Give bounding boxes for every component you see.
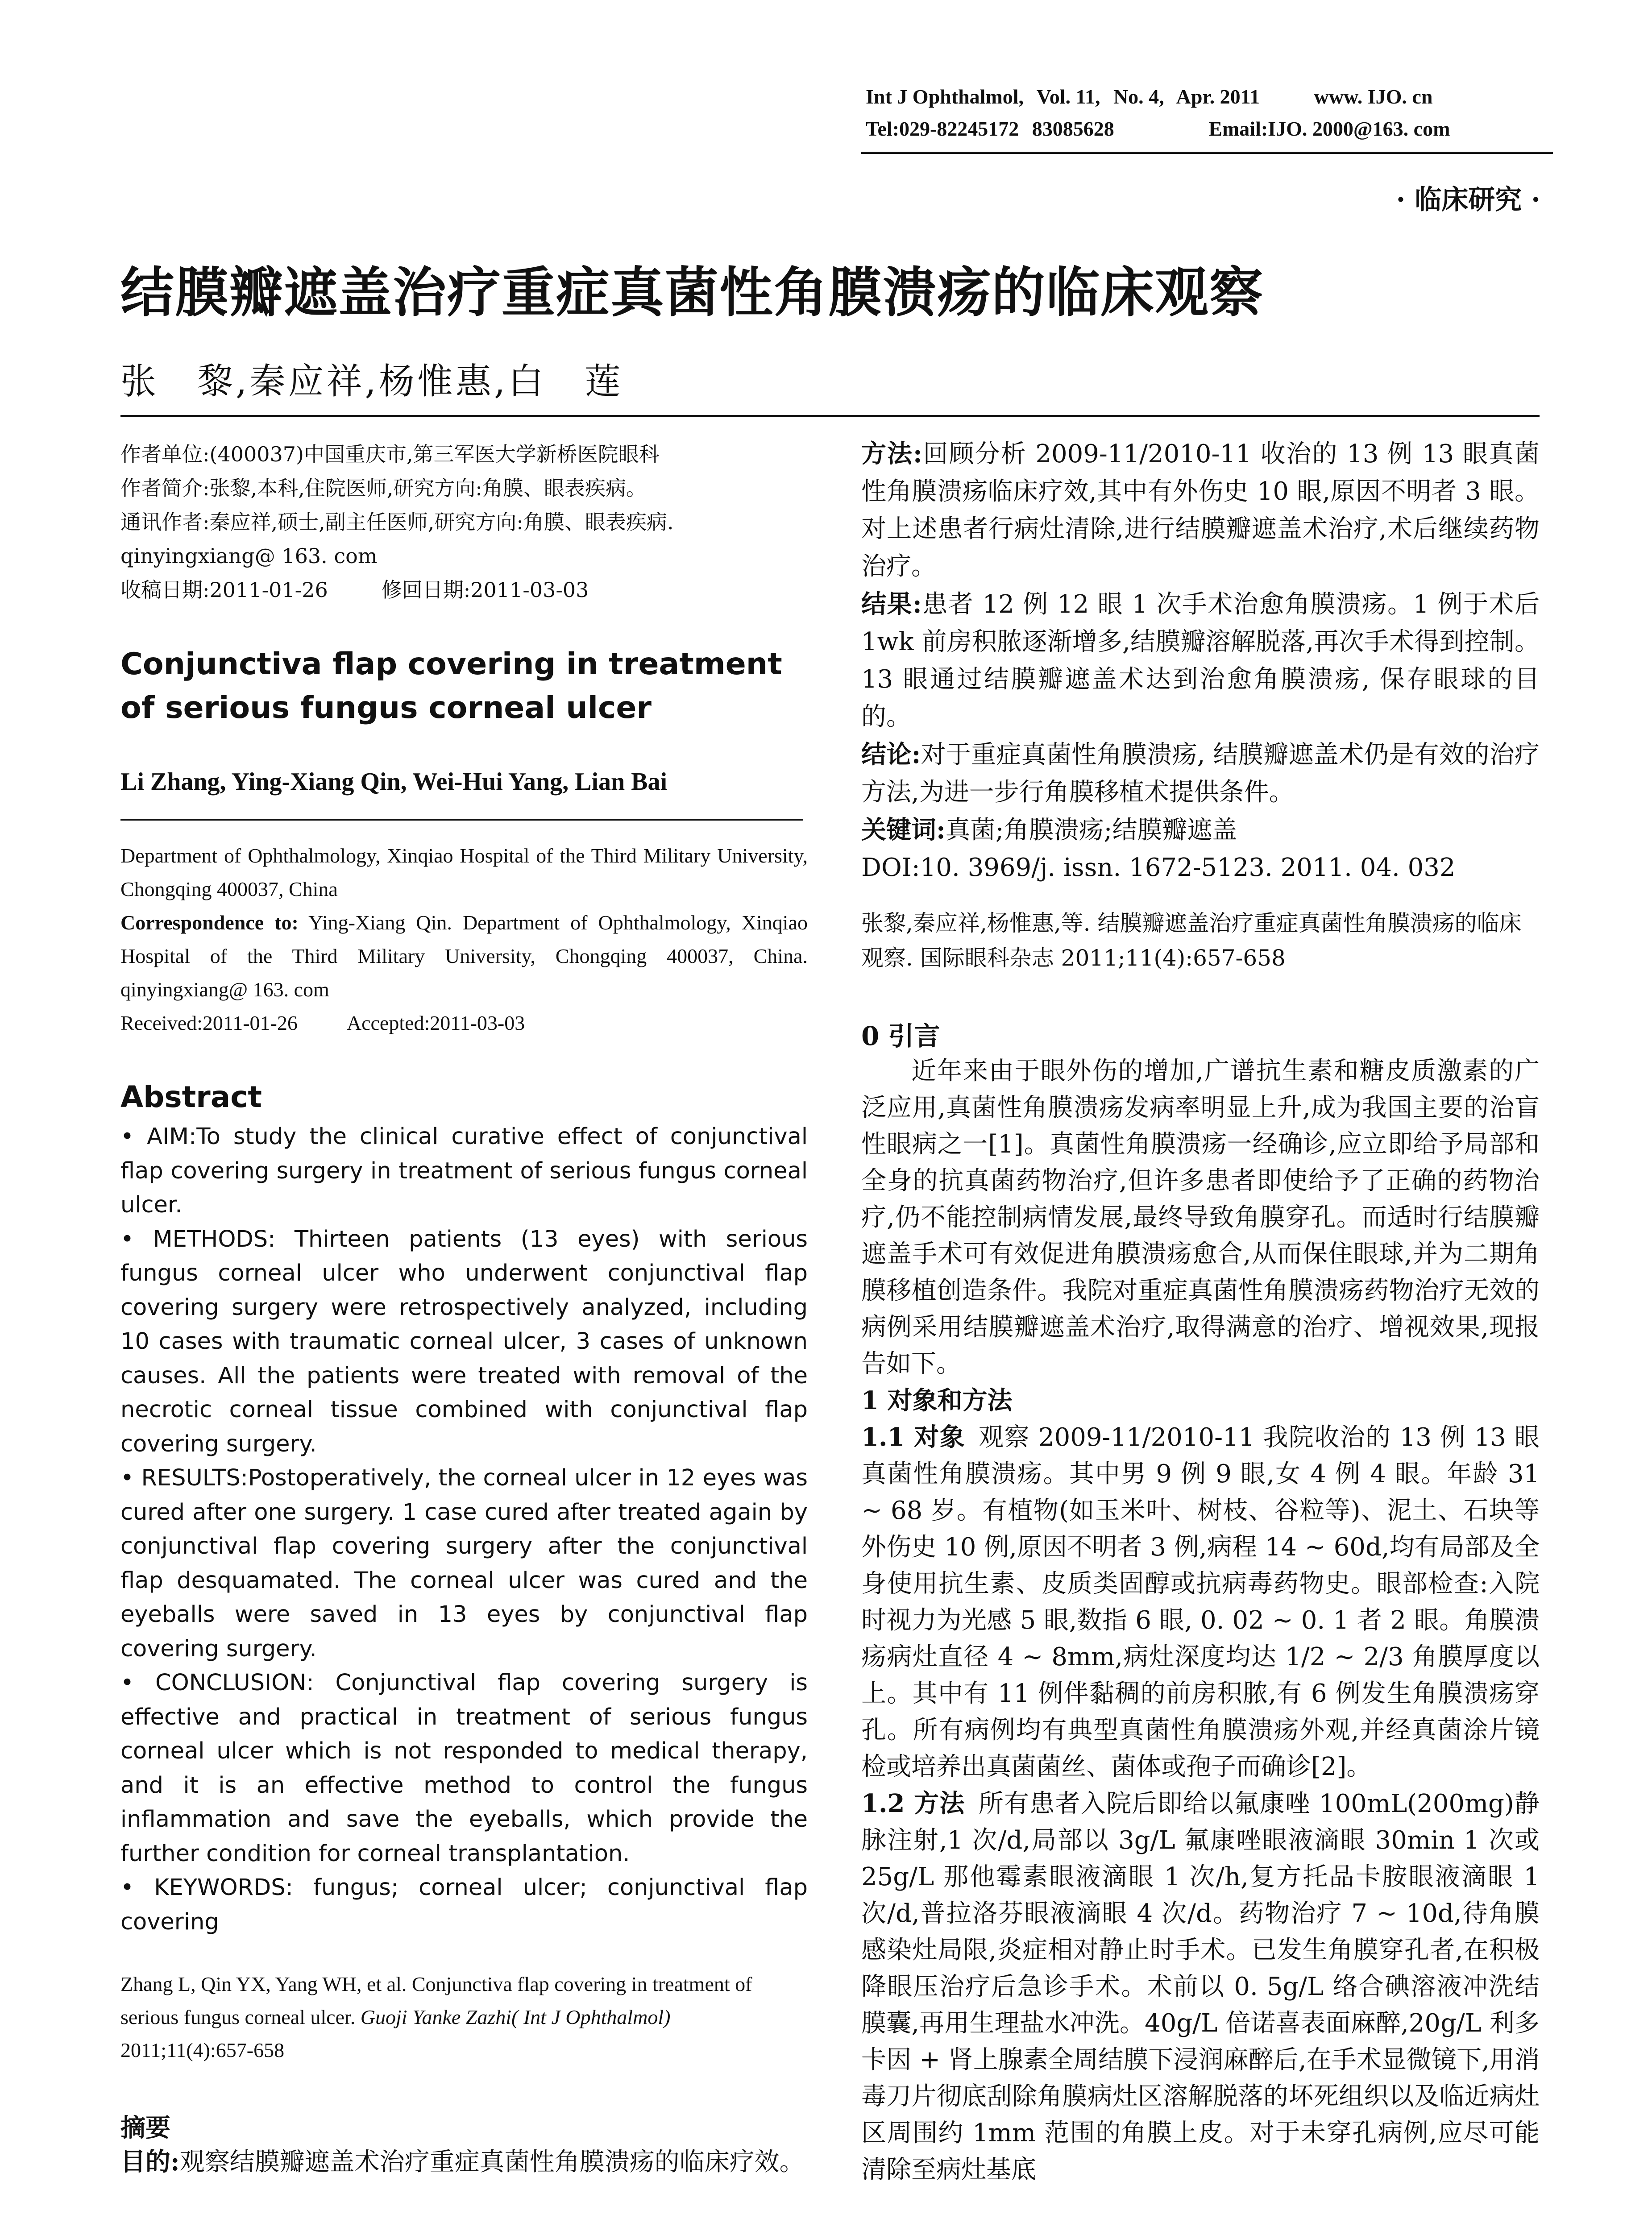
- journal-tel2: 83085628: [1032, 117, 1114, 140]
- citation-authors-title: Zhang L, Qin YX, Yang WH, et al. Conjunctiva flap covering in treatment of serious fungus corneal ulcer.: [120, 1973, 752, 2028]
- citation-journal: Guoji Yanke Zazhi( Int J Ophthalmol): [360, 2006, 671, 2028]
- abstract-heading: Abstract: [120, 1080, 262, 1114]
- affiliation-block: [120, 437, 808, 607]
- result-label: 结果:: [861, 589, 922, 619]
- citation-tail: 2011;11(4):657-658: [120, 2039, 285, 2061]
- journal-contact: [866, 117, 1458, 141]
- abstract-conclusion: • CONCLUSION: Conjunctival flap covering surgery is effective and practical in treatment of serious fungus corneal ulcer which is not responded to medical therapy, and it is an effective method to control the fungus inflammation and save the eyeballs, which provide the further condition for corneal transplantation.: [120, 1670, 808, 1867]
- method-text: 回顾分析 2009-11/2010-11 收治的 13 例 13 眼真菌性角膜溃疡临床疗效,其中有外伤史 10 眼,原因不明者 3 眼。对上述患者行病灶清除,进行结膜瓣遮盖术治疗,术后继续药物治疗。: [861, 440, 1540, 581]
- header-rule: [861, 152, 1553, 154]
- revised-date: 修回日期:2011-03-03: [381, 578, 589, 602]
- result-text: 患者 12 例 12 眼 1 次手术治愈角膜溃疡。1 例于术后 1wk 前房积脓逐渐增多,结膜瓣溶解脱落,再次手术得到控制。13 眼通过结膜瓣遮盖术达到治愈角膜溃疡, 保存眼球的目的。: [861, 590, 1540, 731]
- english-department: Department of Ophthalmology, Xinqiao Hospital of the Third Military University, Chongqing 400037, China: [120, 844, 808, 900]
- journal-header: [866, 85, 1440, 108]
- manuscript-dates: [120, 573, 808, 607]
- aim-label: 目的:: [120, 2147, 180, 2177]
- received-date: 收稿日期:2011-01-26: [120, 578, 328, 602]
- chinese-citation-text: 张黎,秦应祥,杨惟惠,等. 结膜瓣遮盖治疗重症真菌性角膜溃疡的临床观察. 国际眼科杂志 2011;11(4):657-658: [861, 910, 1522, 971]
- journal-volume: Vol. 11,: [1036, 85, 1100, 108]
- intro-body: [861, 1053, 1540, 2188]
- english-received: Received:2011-01-26: [120, 1012, 298, 1034]
- journal-date: Apr. 2011: [1176, 85, 1260, 108]
- article-title: 结膜瓣遮盖治疗重症真菌性角膜溃疡的临床观察: [120, 261, 1264, 324]
- method-label: 方法:: [861, 439, 922, 469]
- journal-website: www. IJO. cn: [1314, 85, 1433, 108]
- journal-issue: No. 4,: [1113, 85, 1164, 108]
- article-authors: 张 黎,秦应祥,杨惟惠,白 莲: [120, 361, 623, 402]
- author-unit: 作者单位:(400037)中国重庆市,第三军医大学新桥医院眼科: [120, 442, 660, 466]
- chinese-citation: [861, 906, 1540, 975]
- corresponding-author: 通讯作者:秦应祥,硕士,副主任医师,研究方向:角膜、眼表疾病. qinyingxiang@ 163. com: [120, 510, 674, 568]
- abstract-body: [120, 1120, 808, 1939]
- english-rule: [120, 819, 803, 821]
- correspondence-label: Correspondence to:: [120, 911, 299, 934]
- keywords-text: 真菌;角膜溃疡;结膜瓣遮盖: [945, 816, 1237, 845]
- english-affiliation: [120, 839, 808, 1040]
- conclusion-label: 结论:: [861, 740, 921, 769]
- subsection-1-1-label: 1.1 对象: [861, 1422, 966, 1452]
- conclusion-text: 对于重症真菌性角膜溃疡, 结膜瓣遮盖术仍是有效的治疗方法,为进一步行角膜移植术提供条件。: [861, 740, 1540, 807]
- keywords-label: 关键词:: [861, 815, 946, 845]
- chinese-abstract-heading: 摘要: [120, 2113, 170, 2143]
- intro-heading: 0 引言: [861, 1021, 940, 1051]
- subsection-1-1-text: 观察 2009-11/2010-11 我院收治的 13 例 13 眼真菌性角膜溃疡。其中男 9 例 9 眼,女 4 例 4 眼。年龄 31 ~ 68 岁。有植物(如玉米叶、树枝、谷粒等)、泥土、石块等外伤史 10 例,原因不明者 3 例,病程 14 ~ 60d,均有局部及全身使用抗生素、皮质类固醇或抗病毒药物史。眼部检查:入院时视力为光感 5 眼,数指 6 眼, 0. 02 ~ 0. 1 者 2 眼。角膜溃疡病灶直径 4 ~ 8mm,病灶深度均达 1/2 ~ 2/3 角膜厚度以上。其中有 11 例伴黏稠的前房积脓,有 6 例发生角膜溃疡穿孔。所有病例均有典型真菌性角膜溃疡外观,并经真菌涂片镜检或培养出真菌菌丝、菌体或孢子而确诊[2]。: [861, 1423, 1540, 1781]
- english-title: Conjunctiva flap covering in treatment of serious fungus corneal ulcer: [120, 647, 782, 726]
- subsection-1-2-label: 1.2 方法: [861, 1789, 965, 1818]
- chinese-abstract-aim: [120, 2144, 808, 2180]
- english-authors: Li Zhang, Ying-Xiang Qin, Wei-Hui Yang, Lian Bai: [120, 768, 668, 796]
- abstract-results: • RESULTS:Postoperatively, the corneal ulcer in 12 eyes was cured after one surgery. 1 case cured after treated again by conjunctival flap covering surgery after the conjunctival flap desquamated. The corneal ulcer was cured and the eyeballs were saved in 13 eyes by conjunctival flap covering surgery.: [120, 1465, 808, 1662]
- journal-tel: Tel:029-82245172: [866, 117, 1019, 140]
- english-citation: [120, 1968, 808, 2067]
- journal-name: Int J Ophthalmol,: [866, 85, 1024, 108]
- doi: DOI:10. 3969/j. issn. 1672-5123. 2011. 04. 032: [861, 853, 1456, 882]
- aim-text: 观察结膜瓣遮盖术治疗重症真菌性角膜溃疡的临床疗效。: [179, 2148, 805, 2177]
- journal-email: Email:IJO. 2000@163. com: [1208, 117, 1450, 140]
- english-dates: [120, 1006, 808, 1040]
- title-rule: [120, 415, 1540, 417]
- intro-paragraph: 近年来由于眼外伤的增加,广谱抗生素和糖皮质激素的广泛应用,真菌性角膜溃疡发病率明显上升,成为我国主要的治盲性眼病之一[1]。真菌性角膜溃疡一经确诊,应立即给予局部和全身的抗真菌药物治疗,但许多患者即使给予了正确的药物治疗,仍不能控制病情发展,最终导致角膜穿孔。而适时行结膜瓣遮盖手术可有效促进角膜溃疡愈合,从而保住眼球,并为二期角膜移植创造条件。我院对重症真菌性角膜溃疡药物治疗无效的病例采用结膜瓣遮盖术治疗,取得满意的治疗、增视效果,现报告如下。: [861, 1057, 1540, 1378]
- subsection-1-2-text: 所有患者入院后即给以氟康唑 100mL(200mg)静脉注射,1 次/d,局部以 3g/L 氟康唑眼液滴眼 30min 1 次或 25g/L 那他霉素眼液滴眼 1 次/h,复方托品卡胺眼液滴眼 1 次/d,普拉洛芬眼液滴眼 4 次/d。药物治疗 7 ~ 10d,待角膜感染灶局限,炎症相对静止时手术。已发生角膜穿孔者,在积极降眼压治疗后急诊手术。术前以 0. 5g/L 络合碘溶液冲洗结膜囊,再用生理盐水冲洗。40g/L 倍诺喜表面麻醉,20g/L 利多卡因 + 肾上腺素全周结膜下浸润麻醉后,在手术显微镜下,用消毒刀片彻底刮除角膜病灶区溶解脱落的坏死组织以及临近病灶区周围约 1mm 范围的角膜上皮。对于未穿孔病例,应尽可能清除至病灶基底: [861, 1789, 1540, 2184]
- abstract-methods: • METHODS: Thirteen patients (13 eyes) with serious fungus corneal ulcer who underwent conjunctival flap covering surgery were retrospectively analyzed, including 10 cases with traumatic corneal ulcer, 3 cases of unknown causes. All the patients were treated with removal of the necrotic corneal tissue combined with conjunctival flap covering surgery.: [120, 1226, 808, 1457]
- english-correspondence: [120, 906, 808, 1006]
- section-label: · 临床研究 ·: [1396, 184, 1540, 216]
- abstract-aim: • AIM:To study the clinical curative effect of conjunctival flap covering surgery in treatment of serious fungus corneal ulcer.: [120, 1124, 808, 1218]
- chinese-abstract-cont: [861, 435, 1540, 887]
- author-bio: 作者简介:张黎,本科,住院医师,研究方向:角膜、眼表疾病。: [120, 476, 647, 500]
- english-accepted: Accepted:2011-03-03: [346, 1012, 525, 1034]
- correspondence-text: Ying-Xiang Qin. Department of Ophthalmology, Xinqiao Hospital of the Third Military University, Chongqing 400037, China. qinyingxiang@ 163. com: [120, 911, 808, 1001]
- abstract-keywords: • KEYWORDS: fungus; corneal ulcer; conjunctival flap covering: [120, 1874, 808, 1935]
- section-1-heading: 1 对象和方法: [861, 1386, 1013, 1415]
